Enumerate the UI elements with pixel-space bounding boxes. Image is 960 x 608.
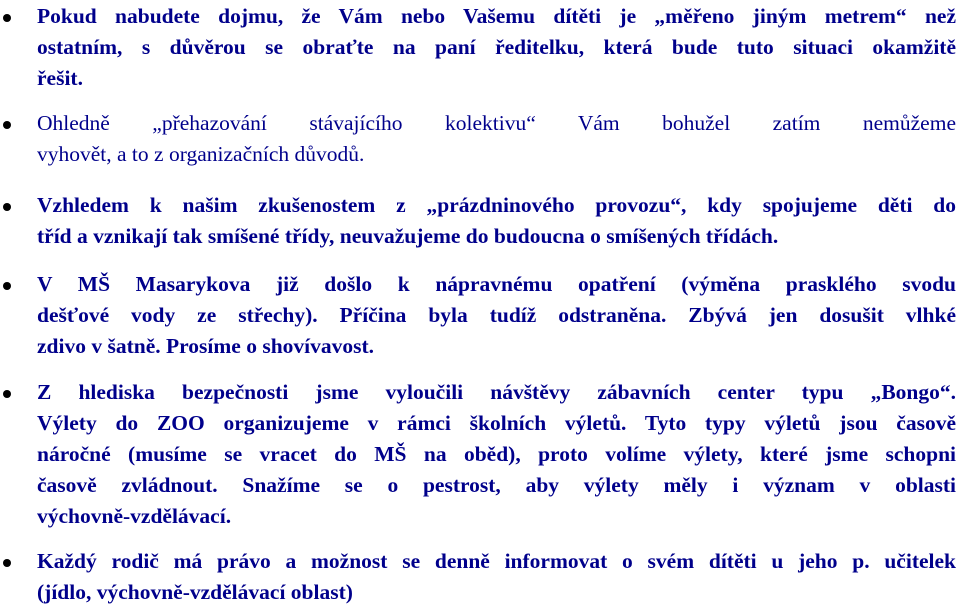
text-line: vyhovět, a to z organizačních důvodů. [37, 142, 365, 166]
bullet-item-6 [37, 546, 956, 608]
text-line: Ohledně „přehazování stávajícího kolektivu“ Vám bohužel zatím nemůžeme [37, 111, 956, 135]
bullet-item-2 [37, 108, 956, 170]
text-line: (jídlo, výchovně-vzdělávací oblast) [37, 580, 353, 604]
bullet-item-1 [37, 1, 956, 94]
bullet-dot [3, 559, 11, 567]
bullet-item-3 [37, 190, 956, 252]
text-line: časově zvládnout. Snažíme se o pestrost, aby výlety měly i význam v oblasti [37, 473, 956, 497]
text-line: výchovně-vzdělávací. [37, 504, 232, 528]
text-line: V MŠ Masarykova již došlo k nápravnému opatření (výměna prasklého svodu [37, 272, 956, 296]
text-line: Každý rodič má právo a možnost se denně informovat o svém dítěti u jeho p. učitelek [37, 549, 956, 573]
text-line: řešit. [37, 66, 83, 90]
bullet-dot [3, 282, 11, 290]
bullet-item-5 [37, 377, 956, 532]
text-line: Z hlediska bezpečnosti jsme vyloučili návštěvy zábavních center typu „Bongo“. [37, 380, 956, 404]
text-line: dešťové vody ze střechy). Příčina byla tudíž odstraněna. Zbývá jen dosušit vlhké [37, 303, 956, 327]
text-line: Pokud nabudete dojmu, že Vám nebo Vašemu dítěti je „měřeno jiným metrem“ než [37, 4, 956, 28]
text-line: tříd a vznikají tak smíšené třídy, neuvažujeme do budoucna o smíšených třídách. [37, 224, 779, 248]
bullet-dot [3, 390, 11, 398]
text-line: ostatním, s důvěrou se obraťte na paní ředitelku, která bude tuto situaci okamžitě [37, 35, 956, 59]
text-line: Vzhledem k našim zkušenostem z „prázdninového provozu“, kdy spojujeme děti do [37, 193, 956, 217]
text-line: náročné (musíme se vracet do MŠ na oběd), proto volíme výlety, které jsme schopni [37, 442, 956, 466]
bullet-item-4 [37, 269, 956, 362]
bullet-dot [3, 121, 11, 129]
bullet-dot [3, 203, 11, 211]
text-line: zdivo v šatně. Prosíme o shovívavost. [37, 334, 375, 358]
bullet-dot [3, 14, 11, 22]
text-line: Výlety do ZOO organizujeme v rámci školních výletů. Tyto typy výletů jsou časově [37, 411, 956, 435]
